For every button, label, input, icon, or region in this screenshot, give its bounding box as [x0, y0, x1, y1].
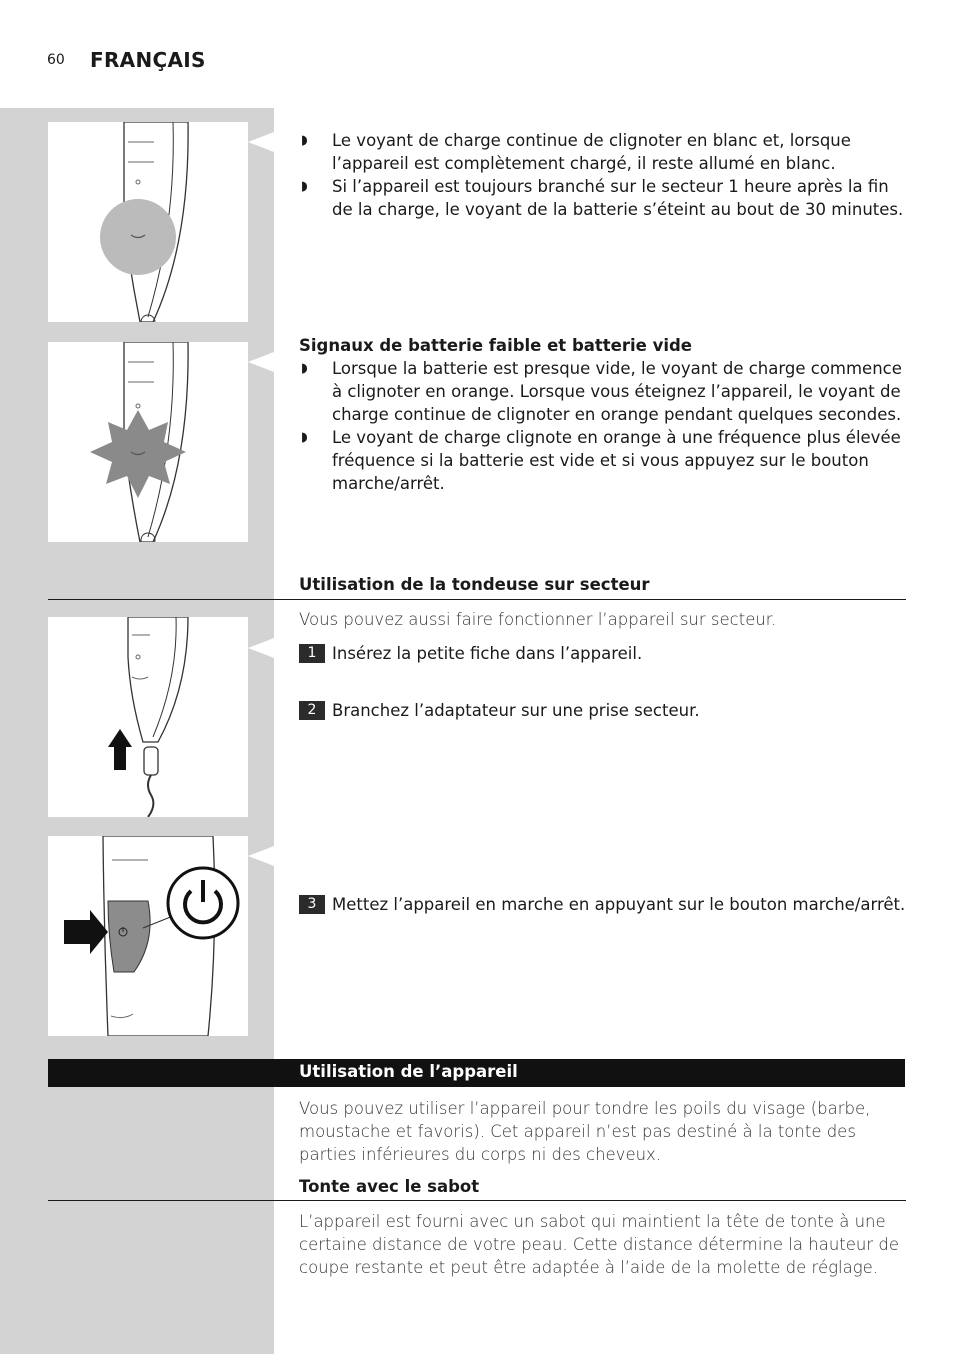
bullet-marker: ◗ — [301, 361, 308, 376]
language-heading: FRANÇAIS — [90, 48, 206, 72]
comb-body: L’appareil est fourni avec un sabot qui maintient la tête de tonte à une certaine distance de votre peau. Cette distance détermine la hauteur de coupe restante et peut être adaptée à l’aide de la molette de réglage. — [299, 1212, 900, 1277]
section-heading: Utilisation de l’appareil — [299, 1062, 518, 1081]
page-number: 60 — [47, 52, 65, 68]
section-heading: Signaux de batterie faible et batterie vide — [299, 336, 692, 355]
step-number: 2 — [299, 701, 325, 720]
section-charging-complete — [299, 129, 909, 221]
step-number: 3 — [299, 895, 325, 914]
step-3: 3 Mettez l’appareil en marche en appuyant sur le bouton marche/arrêt. — [299, 893, 952, 916]
section-heading-mains: Utilisation de la tondeuse sur secteur — [299, 575, 650, 594]
bullet-marker: ◗ — [301, 179, 308, 194]
bullet-marker: ◗ — [301, 133, 308, 148]
list-item: ◗ Le voyant de charge continue de clignoter en blanc et, lorsque l’appareil est complètement chargé, il reste allumé en blanc. — [301, 131, 851, 173]
bullet-marker: ◗ — [301, 430, 308, 445]
list-item: ◗ Si l’appareil est toujours branché sur le secteur 1 heure après la fin de la charge, le voyant de la batterie s’éteint au bout de 30 minutes. — [301, 177, 904, 219]
section-bar-using-appliance — [48, 1059, 905, 1087]
step-2: 2 Branchez l’adaptateur sur une prise secteur. — [299, 699, 942, 722]
step-number: 1 — [299, 644, 325, 663]
figure-insert-plug — [48, 617, 248, 817]
section-low-battery — [299, 334, 909, 495]
divider — [48, 599, 906, 600]
divider — [48, 1200, 906, 1201]
list-item: ◗ Le voyant de charge clignote en orange à une fréquence plus élevée fréquence si la batterie est vide et si vous appuyez sur le bouton marche/arrêt. — [301, 428, 901, 493]
list-item: ◗ Lorsque la batterie est presque vide, le voyant de charge commence à clignoter en orange. Lorsque vous éteignez l’appareil, le voyant de charge continue de clignoter en orange pendant quelques secondes. — [301, 359, 902, 424]
step-1: 1 Insérez la petite fiche dans l’appareil. — [299, 642, 942, 665]
section-heading-comb: Tonte avec le sabot — [299, 1177, 480, 1196]
mains-intro: Vous pouvez aussi faire fonctionner l’appareil sur secteur. — [299, 610, 777, 629]
using-intro: Vous pouvez utiliser l’appareil pour tondre les poils du visage (barbe, moustache et favoris). Cet appareil n’est pas destiné à la tonte des parties inférieures du corps ni des cheveux. — [299, 1099, 871, 1164]
figure-power-button — [48, 836, 248, 1036]
figure-charging-light-flashing — [48, 342, 248, 542]
figure-charging-light-white — [48, 122, 248, 322]
